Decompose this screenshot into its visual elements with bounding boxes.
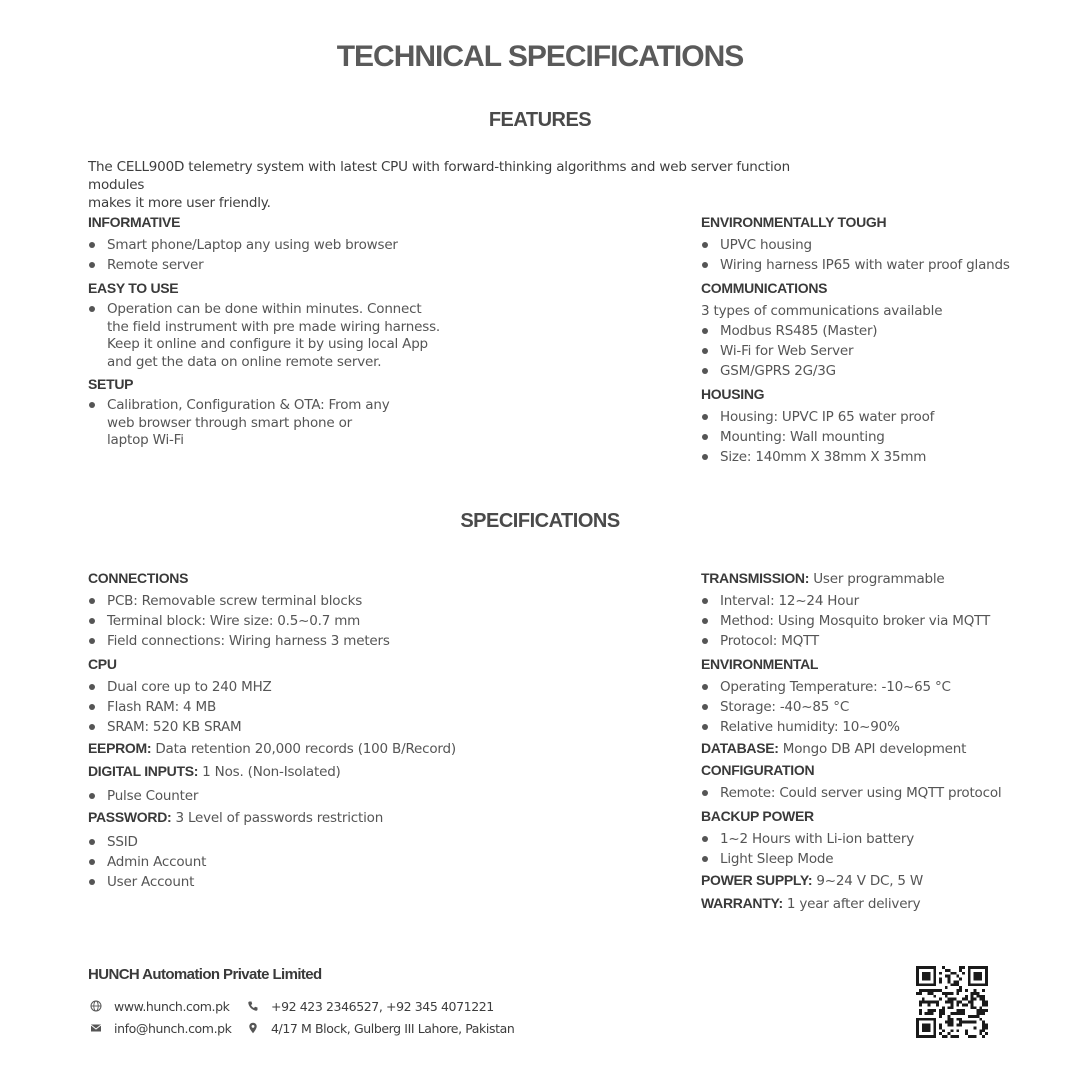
list-item <box>88 397 468 450</box>
list-item <box>88 301 468 371</box>
eeprom-label: EEPROM: <box>88 740 152 756</box>
list-item: 1~2 Hours with Li-ion battery <box>701 829 1031 849</box>
list-item: Method: Using Mosquito broker via MQTT <box>701 611 1031 631</box>
environmental-list <box>701 677 1031 737</box>
list-item-line: and get the data on online remote server. <box>107 353 382 370</box>
qr-code <box>916 966 988 1038</box>
password-value: 3 Level of passwords restriction <box>171 810 384 826</box>
setup-list <box>88 397 468 450</box>
informative-list <box>88 235 468 275</box>
transmission-row <box>701 568 1031 588</box>
connections-heading: CONNECTIONS <box>88 570 189 586</box>
digital-inputs-label: DIGITAL INPUTS: <box>88 763 199 779</box>
password-list <box>88 832 468 892</box>
list-item: Admin Account <box>88 852 468 872</box>
specifications-heading: SPECIFICATIONS <box>460 510 620 532</box>
configuration-list <box>701 783 1031 803</box>
list-item: Wi-Fi for Web Server <box>701 341 1031 361</box>
list-item: Operating Temperature: -10~65 °C <box>701 677 1031 697</box>
digital-inputs-value: 1 Nos. (Non-Isolated) <box>198 764 341 780</box>
eeprom-value: Data retention 20,000 records (100 B/Record) <box>151 741 456 757</box>
list-item: PCB: Removable screw terminal blocks <box>88 591 468 611</box>
list-item: Size: 140mm X 38mm X 35mm <box>701 447 1031 467</box>
communications-text: 3 types of communications available <box>701 303 943 319</box>
power-supply-value: 9~24 V DC, 5 W <box>812 873 924 889</box>
email-link[interactable]: info@hunch.com.pk <box>114 1020 232 1036</box>
warranty-value: 1 year after delivery <box>782 896 921 912</box>
list-item: Mounting: Wall mounting <box>701 427 1031 447</box>
digital-inputs-list <box>88 786 468 806</box>
list-item: Dual core up to 240 MHZ <box>88 677 468 697</box>
list-item: SSID <box>88 832 468 852</box>
address-contact <box>247 1020 514 1036</box>
list-item: GSM/GPRS 2G/3G <box>701 361 1031 381</box>
list-item-line: the field instrument with pre made wiring harness. <box>107 318 441 335</box>
list-item: User Account <box>88 872 468 892</box>
list-item: SRAM: 520 KB SRAM <box>88 717 468 737</box>
environmentally-tough-heading: ENVIRONMENTALLY TOUGH <box>701 214 887 230</box>
list-item: Storage: -40~85 °C <box>701 697 1031 717</box>
mail-icon <box>90 1022 102 1034</box>
features-heading: FEATURES <box>488 109 592 131</box>
configuration-heading: CONFIGURATION <box>701 762 815 778</box>
address-text: 4/17 M Block, Gulberg III Lahore, Pakistan <box>271 1020 515 1036</box>
features-intro <box>88 158 828 212</box>
communications-list <box>701 321 1031 381</box>
list-item: Relative humidity: 10~90% <box>701 717 1031 737</box>
list-item: UPVC housing <box>701 235 1031 255</box>
password-row <box>88 806 468 829</box>
power-supply-label: POWER SUPPLY: <box>701 872 813 888</box>
transmission-label: TRANSMISSION: <box>701 570 810 586</box>
list-item-line: laptop Wi-Fi <box>107 432 184 448</box>
page-title: TECHNICAL SPECIFICATIONS <box>336 40 744 73</box>
transmission-value: User programmable <box>809 571 945 587</box>
list-item: Interval: 12~24 Hour <box>701 591 1031 611</box>
website-contact <box>90 998 229 1014</box>
phone-number[interactable]: +92 423 2346527, +92 345 4071221 <box>271 998 494 1014</box>
housing-list <box>701 407 1031 467</box>
list-item: Terminal block: Wire size: 0.5~0.7 mm <box>88 611 468 631</box>
easy-to-use-list <box>88 301 468 371</box>
cpu-list <box>88 677 468 737</box>
globe-icon <box>90 1000 102 1012</box>
phone-contact <box>247 998 494 1014</box>
communications-heading: COMMUNICATIONS <box>701 280 828 296</box>
digital-inputs-row <box>88 760 468 783</box>
list-item: Smart phone/Laptop any using web browser <box>88 235 468 255</box>
eeprom-row <box>88 737 468 760</box>
list-item: Flash RAM: 4 MB <box>88 697 468 717</box>
warranty-row <box>701 892 1031 915</box>
password-label: PASSWORD: <box>88 809 172 825</box>
features-right-column <box>701 212 1031 467</box>
backup-power-list <box>701 829 1031 869</box>
website-link[interactable]: www.hunch.com.pk <box>114 998 230 1014</box>
setup-heading: SETUP <box>88 376 134 392</box>
email-contact <box>90 1020 232 1036</box>
list-item: Modbus RS485 (Master) <box>701 321 1031 341</box>
list-item: Remote: Could server using MQTT protocol <box>701 783 1031 803</box>
features-left-column <box>88 212 468 450</box>
list-item-line: Operation can be done within minutes. Connect <box>107 301 422 317</box>
specifications-left-column <box>88 568 468 892</box>
list-item-line: Calibration, Configuration & OTA: From any <box>107 397 390 413</box>
environmental-heading: ENVIRONMENTAL <box>701 656 819 672</box>
list-item: Protocol: MQTT <box>701 631 1031 651</box>
database-value: Mongo DB API development <box>778 741 967 757</box>
list-item: Remote server <box>88 255 468 275</box>
list-item: Wiring harness IP65 with water proof glands <box>701 255 1031 275</box>
power-supply-row <box>701 869 1031 892</box>
list-item: Field connections: Wiring harness 3 meters <box>88 631 468 651</box>
backup-power-heading: BACKUP POWER <box>701 808 814 824</box>
phone-icon <box>247 1000 259 1012</box>
informative-heading: INFORMATIVE <box>88 214 181 230</box>
transmission-list <box>701 591 1031 651</box>
list-item: Housing: UPVC IP 65 water proof <box>701 407 1031 427</box>
intro-line-2: makes it more user friendly. <box>88 195 271 211</box>
location-pin-icon <box>247 1022 259 1034</box>
list-item-line: web browser through smart phone or <box>107 414 352 431</box>
specifications-right-column <box>701 568 1031 915</box>
list-item: Pulse Counter <box>88 786 468 806</box>
list-item: Light Sleep Mode <box>701 849 1031 869</box>
intro-line-1: The CELL900D telemetry system with latest CPU with forward-thinking algorithms and web server function modules <box>88 159 790 193</box>
list-item-line: Keep it online and configure it by using local App <box>107 336 428 352</box>
easy-to-use-heading: EASY TO USE <box>88 280 179 296</box>
environmentally-tough-list <box>701 235 1031 275</box>
warranty-label: WARRANTY: <box>701 895 783 911</box>
housing-heading: HOUSING <box>701 386 765 402</box>
cpu-heading: CPU <box>88 656 117 672</box>
connections-list <box>88 591 468 651</box>
database-label: DATABASE: <box>701 740 779 756</box>
company-name: HUNCH Automation Private Limited <box>88 966 322 983</box>
database-row <box>701 737 1031 760</box>
